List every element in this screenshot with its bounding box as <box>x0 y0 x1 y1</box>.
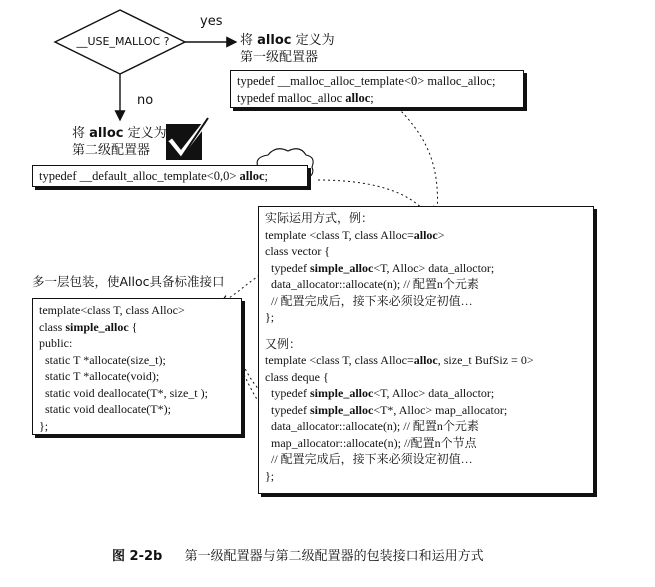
usage-d4-bold: simple_alloc <box>309 402 374 417</box>
usage-d3-post: <T, Alloc> data_alloctor; <box>373 386 495 400</box>
first-level-title-post: 定义为 <box>291 33 335 48</box>
second-level-title <box>72 125 167 159</box>
first-level-title2: 第一级配置器 <box>240 50 319 65</box>
usage-v6: }; <box>265 310 275 324</box>
usage-heading-1: 实际运用方式，例： <box>265 211 374 225</box>
second-level-box <box>32 165 308 187</box>
second-level-title-post: 定义为 <box>123 126 167 141</box>
usage-v3-pre: typedef <box>265 260 310 275</box>
usage-box <box>258 206 594 494</box>
wrapper-caption: 多一层包装，使Alloc具备标准接口 <box>32 274 225 289</box>
usage-d7: // 配置完成后，接下来必须设定初值… <box>265 452 473 466</box>
first-level-title-pre: 将 <box>240 33 258 48</box>
second-level-title-pre: 将 <box>72 126 90 141</box>
usage-d1-bold: alloc <box>413 353 438 367</box>
dotted-connector-first <box>398 108 438 214</box>
simple-alloc-l8: }; <box>39 418 49 433</box>
simple-alloc-l2-post: { <box>128 319 138 334</box>
usage-heading-2: 又例： <box>265 336 302 351</box>
usage-v3-post: <T, Alloc> data_alloctor; <box>373 260 495 275</box>
usage-d1-post: , size_t BufSiz = 0> <box>437 353 534 367</box>
simple-alloc-l6: static void deallocate(T*, size_t ); <box>39 385 208 400</box>
usage-spacer <box>265 326 587 336</box>
usage-d2: class deque { <box>265 369 329 384</box>
first-level-line2-bold: alloc <box>345 91 371 105</box>
figure-caption-label: 图 2-2b <box>112 549 163 564</box>
usage-d1-pre: template <class T, class Alloc= <box>265 353 414 367</box>
usage-v2: class vector { <box>265 244 331 258</box>
first-level-line2-post: ; <box>370 91 374 105</box>
first-level-title <box>240 32 335 66</box>
usage-v1-bold: alloc <box>413 227 438 242</box>
second-level-title-bold: alloc <box>89 126 124 141</box>
simple-alloc-l2-pre: class <box>39 319 66 334</box>
second-level-line-bold: alloc <box>239 169 265 183</box>
figure-caption-text: 第一级配置器与第二级配置器的包装接口和运用方式 <box>184 549 484 564</box>
decision-text: __USE_MALLOC ? <box>76 35 170 48</box>
simple-alloc-l3: public: <box>39 336 73 350</box>
usage-d6: map_allocator::allocate(n); //配置n个节点 <box>265 435 477 450</box>
yes-label: yes <box>200 14 223 29</box>
usage-d8: }; <box>265 468 275 483</box>
simple-alloc-l5: static T *allocate(void); <box>39 369 160 383</box>
usage-v3-bold: simple_alloc <box>309 260 374 275</box>
first-level-box <box>230 70 524 108</box>
simple-alloc-l4: static T *allocate(size_t); <box>39 352 166 367</box>
usage-d5: data_allocator::allocate(n); // 配置n个元素 <box>265 419 479 433</box>
usage-d4-pre: typedef <box>265 402 310 417</box>
simple-alloc-box <box>32 298 242 435</box>
first-level-line1: typedef __malloc_alloc_template<0> malloc_alloc; <box>237 74 496 88</box>
second-level-title2: 第二级配置器 <box>72 143 151 158</box>
usage-d3-pre: typedef <box>265 386 310 400</box>
usage-v1-pre: template <class T, class Alloc= <box>265 227 414 242</box>
simple-alloc-l7: static void deallocate(T*); <box>39 402 171 416</box>
usage-v1-post: > <box>437 227 445 242</box>
usage-v4: data_allocator::allocate(n); // 配置n个元素 <box>265 277 479 291</box>
first-level-title-bold: alloc <box>257 33 292 48</box>
usage-d4-post: <T*, Alloc> map_allocator; <box>373 402 508 417</box>
simple-alloc-l1: template<class T, class Alloc> <box>39 303 185 317</box>
usage-v5: // 配置完成后，接下来必须设定初值… <box>265 293 473 308</box>
no-label: no <box>137 93 154 108</box>
first-level-line2-pre: typedef malloc_alloc <box>237 91 346 105</box>
second-level-line-pre: typedef __default_alloc_template<0,0> <box>39 169 240 183</box>
figure-caption <box>112 545 484 564</box>
usage-d3-bold: simple_alloc <box>309 386 374 400</box>
second-level-line-post: ; <box>264 169 268 183</box>
check-mark-icon <box>166 118 208 160</box>
simple-alloc-l2-bold: simple_alloc <box>65 319 129 334</box>
